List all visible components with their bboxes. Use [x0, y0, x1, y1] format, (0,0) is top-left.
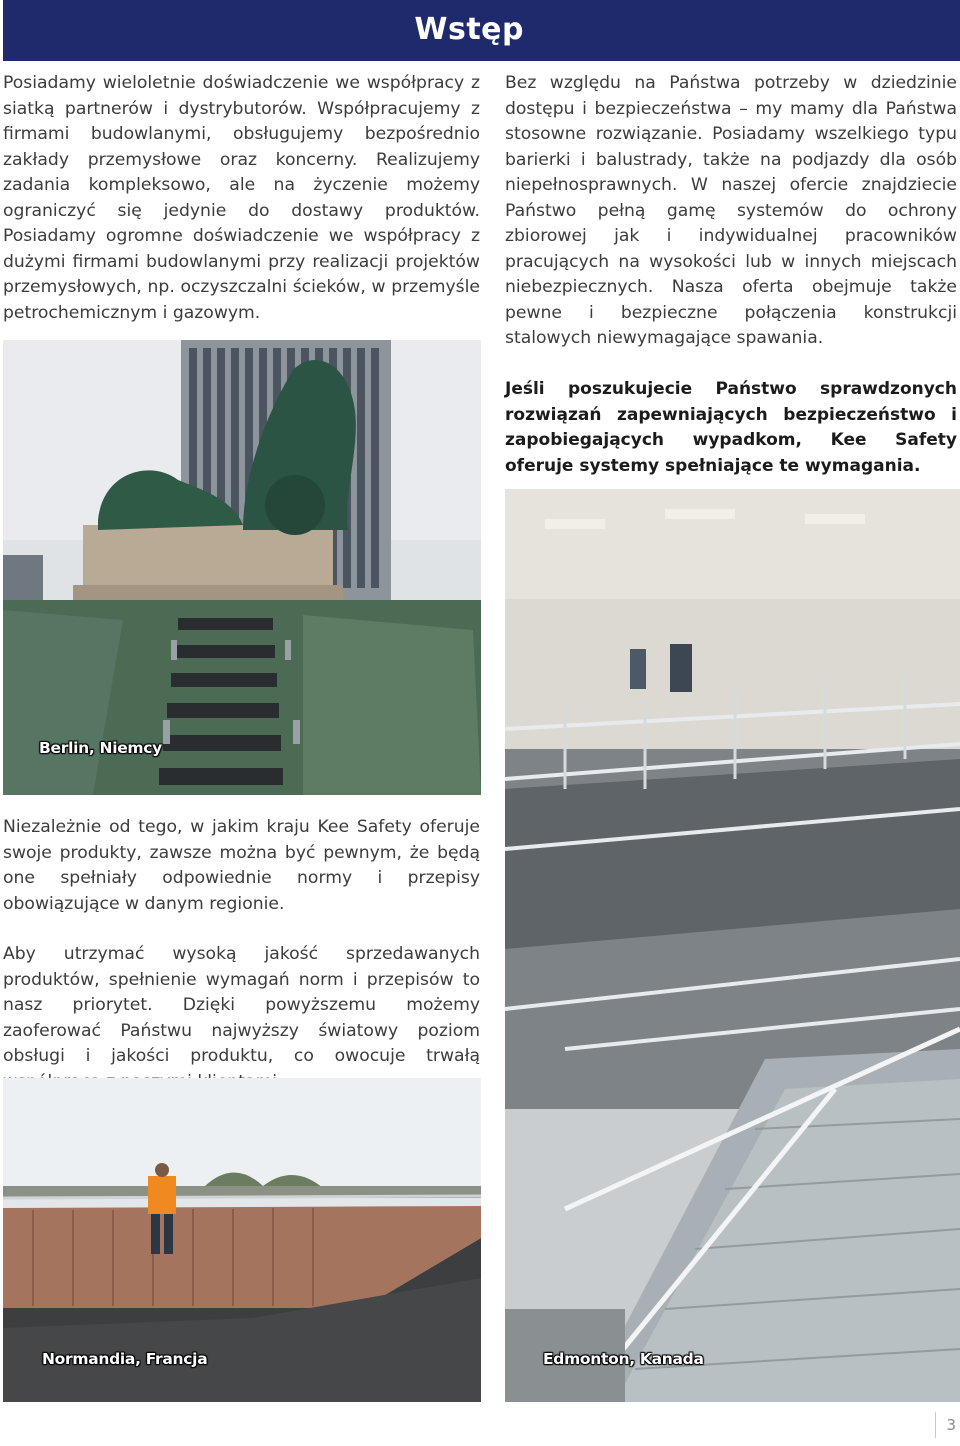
photo-berlin-image	[3, 340, 481, 795]
right-intro-paragraph: Bez względu na Państwa potrzeby w dziedzinie dostępu i bezpieczeństwa – my mamy dla Państwa stosowne rozwiązanie. Posiadamy wszelkiego typu barierki i balustrady, także na podjazdy dla osób niepełnosprawnych. W naszej ofercie znajdziecie Państwo pełną gamę systemów do ochrony zbiorowej jak i indywidualnej pracowników pracujących na wysokości lub w innych miejscach niebezpiecznych. Nasza oferta obejmuje także pewne i bezpieczne połączenia konstrukcji stalowych niewymagające spawania.	[505, 73, 957, 348]
left-intro-paragraph: Posiadamy wieloletnie doświadczenie we współpracy z siatką partnerów i dystrybutorów. Współpracujemy z firmami budowlanymi, obsługujemy bezpośrednio zakłady przemysłowe oraz koncerny. Realizujemy zadania kompleksowo, ale na życzenie możemy ograniczyć się jedynie do dostawy produktów. Posiadamy ogromne doświadczenie we współpracy z dużymi firmami budowlanymi przy realizacji projektów przemysłowych, np. oczyszczalni ścieków, w przemyśle petrochemicznym i gazowym.	[3, 73, 480, 323]
page-title: Wstęp	[414, 12, 524, 47]
left-paragraph-3: Aby utrzymać wysoką jakość sprzedawanych produktów, spełnienie wymagań norm i przepisów to nasz priorytet. Dzięki powyższemu możemy zaoferować Państwu najwyższy światowy poziom obsługi i jakości produktu, co owocuje trwałą	[3, 944, 480, 1066]
photo-edmonton-image	[505, 489, 960, 1402]
caption-normandia: Normandia, Francja	[42, 1350, 208, 1368]
highlight-paragraph: Jeśli poszukujecie Państwo sprawdzonych rozwiązań zapewniających bezpieczeństwo i zapobiegających wypadkom, Kee Safety oferuje systemy spełniające te wymagania.	[505, 379, 957, 476]
photo-edmonton	[505, 489, 960, 1402]
photo-berlin	[3, 340, 481, 795]
left-paragraph-2: Niezależnie od tego, w jakim kraju Kee Safety oferuje swoje produkty, zawsze można być pewnym, że będą one spełniały odpowiednie normy i przepisy obowiązujące w danym regionie.	[3, 817, 480, 914]
caption-berlin: Berlin, Niemcy	[39, 739, 162, 757]
page-number: 3	[935, 1412, 956, 1438]
page-header	[3, 0, 960, 61]
caption-edmonton: Edmonton, Kanada	[543, 1350, 704, 1368]
